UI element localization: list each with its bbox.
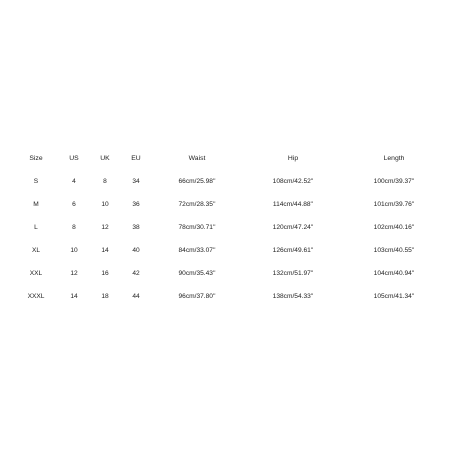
waist-cell: 78cm/30.71'' bbox=[178, 224, 216, 231]
table-row bbox=[0, 291, 456, 303]
length-cell: 105cm/41.34'' bbox=[373, 293, 415, 300]
size-cell: M bbox=[33, 201, 39, 208]
waist-cell: 72cm/28.35'' bbox=[178, 201, 216, 208]
waist-cell: 96cm/37.80'' bbox=[178, 293, 216, 300]
us-size-cell: 14 bbox=[70, 293, 78, 300]
column-header-uk: UK bbox=[100, 155, 110, 162]
hip-cell: 108cm/42.52'' bbox=[272, 178, 314, 185]
length-cell: 103cm/40.55'' bbox=[373, 247, 415, 254]
column-header-length: Length bbox=[383, 155, 405, 162]
table-row bbox=[0, 245, 456, 257]
waist-cell: 66cm/25.98'' bbox=[178, 178, 216, 185]
us-size-cell: 6 bbox=[72, 201, 76, 208]
uk-size-cell: 8 bbox=[103, 178, 107, 185]
waist-cell: 84cm/33.07'' bbox=[178, 247, 216, 254]
eu-size-cell: 40 bbox=[132, 247, 140, 254]
table-row bbox=[0, 268, 456, 280]
hip-cell: 132cm/51.97'' bbox=[272, 270, 314, 277]
size-cell: XXL bbox=[29, 270, 43, 277]
length-cell: 101cm/39.76'' bbox=[373, 201, 415, 208]
us-size-cell: 10 bbox=[70, 247, 78, 254]
table-row bbox=[0, 222, 456, 234]
size-cell: XL bbox=[31, 247, 41, 254]
hip-cell: 138cm/54.33'' bbox=[272, 293, 314, 300]
size-cell: L bbox=[34, 224, 38, 231]
uk-size-cell: 16 bbox=[101, 270, 109, 277]
eu-size-cell: 34 bbox=[132, 178, 140, 185]
column-header-eu: EU bbox=[131, 155, 141, 162]
us-size-cell: 4 bbox=[72, 178, 76, 185]
uk-size-cell: 14 bbox=[101, 247, 109, 254]
column-header-us: US bbox=[69, 155, 79, 162]
column-header-hip: Hip bbox=[287, 155, 299, 162]
us-size-cell: 8 bbox=[72, 224, 76, 231]
eu-size-cell: 38 bbox=[132, 224, 140, 231]
eu-size-cell: 42 bbox=[132, 270, 140, 277]
table-row bbox=[0, 176, 456, 188]
size-cell: S bbox=[33, 178, 39, 185]
eu-size-cell: 36 bbox=[132, 201, 140, 208]
table-header-row bbox=[0, 153, 456, 165]
hip-cell: 114cm/44.88'' bbox=[272, 201, 314, 208]
length-cell: 104cm/40.94'' bbox=[373, 270, 415, 277]
waist-cell: 90cm/35.43'' bbox=[178, 270, 216, 277]
size-cell: XXXL bbox=[27, 293, 45, 300]
column-header-size: Size bbox=[29, 155, 43, 162]
eu-size-cell: 44 bbox=[132, 293, 140, 300]
uk-size-cell: 10 bbox=[101, 201, 109, 208]
uk-size-cell: 12 bbox=[101, 224, 109, 231]
length-cell: 102cm/40.16'' bbox=[373, 224, 415, 231]
uk-size-cell: 18 bbox=[101, 293, 109, 300]
hip-cell: 126cm/49.61'' bbox=[272, 247, 314, 254]
us-size-cell: 12 bbox=[70, 270, 78, 277]
hip-cell: 120cm/47.24'' bbox=[272, 224, 314, 231]
table-row bbox=[0, 199, 456, 211]
column-header-waist: Waist bbox=[188, 155, 206, 162]
length-cell: 100cm/39.37'' bbox=[373, 178, 415, 185]
